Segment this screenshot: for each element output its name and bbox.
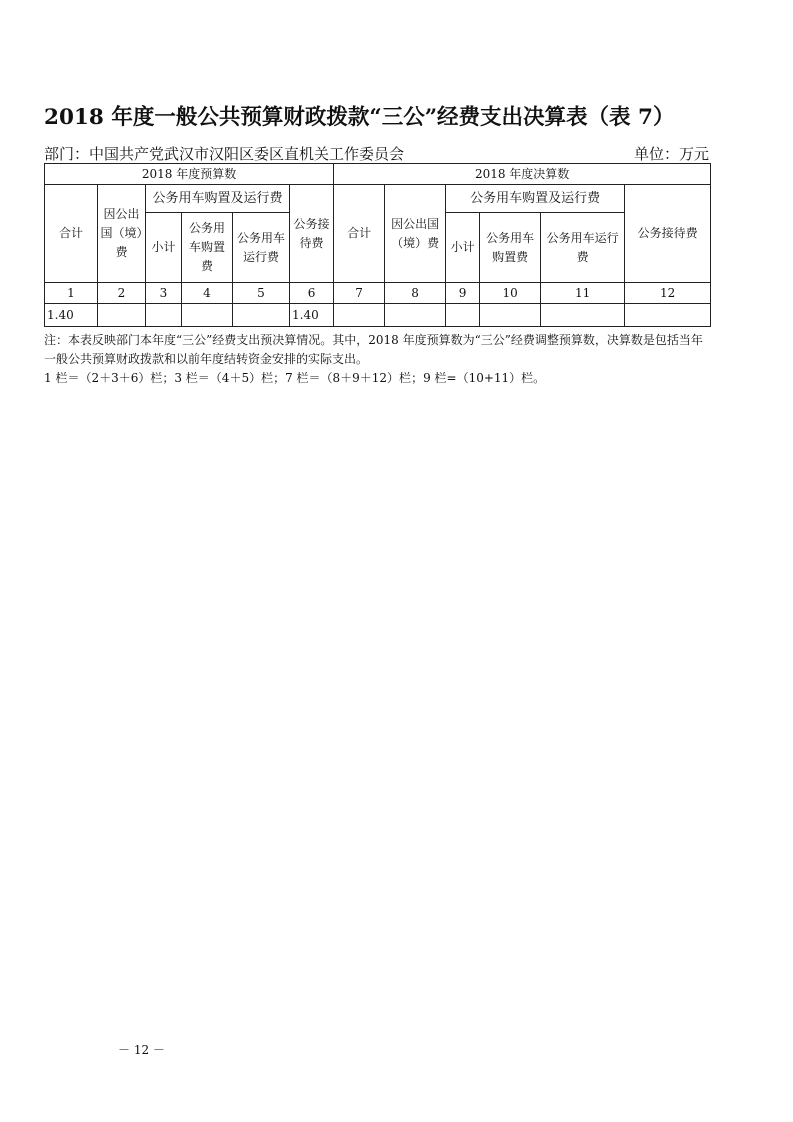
budget-reception-header: 公务接待费	[290, 185, 334, 283]
final-subtotal-header: 小计	[446, 213, 480, 283]
final-abroad-header: 因公出国（境）费	[385, 185, 446, 283]
unit-label: 单位：万元	[633, 145, 709, 163]
budget-abroad-header: 因公出国（境）费	[98, 185, 146, 283]
value-cell	[541, 304, 625, 327]
budget-subtotal-header: 小计	[146, 213, 182, 283]
final-vehicle-purchase-header: 公务用车购置费	[480, 213, 541, 283]
column-number: 6	[290, 283, 334, 304]
value-cell	[146, 304, 182, 327]
column-number: 10	[480, 283, 541, 304]
column-number: 8	[385, 283, 446, 304]
value-cell	[480, 304, 541, 327]
final-reception-header: 公务接待费	[625, 185, 711, 283]
budget-vehicle-purchase-header: 公务用车购置费	[182, 213, 233, 283]
note-column-formula: 1 栏＝（2＋3＋6）栏；3 栏＝（4＋5）栏；7 栏＝（8＋9＋12）栏；9 栏=（10+11）栏。	[44, 371, 546, 385]
page-number: － 12 －	[118, 1043, 165, 1057]
table-notes	[44, 331, 712, 388]
column-number: 7	[334, 283, 385, 304]
value-cell	[446, 304, 480, 327]
three-public-expense-table	[44, 163, 711, 327]
value-cell: 1.40	[45, 304, 98, 327]
department-line	[44, 143, 709, 164]
budget-group-header: 2018 年度预算数	[45, 164, 334, 185]
department-name: 部门：中国共产党武汉市汉阳区委区直机关工作委员会	[44, 145, 405, 163]
final-total-header: 合计	[334, 185, 385, 283]
budget-vehicle-operation-header: 公务用车运行费	[233, 213, 290, 283]
column-number: 1	[45, 283, 98, 304]
value-cell	[625, 304, 711, 327]
column-number: 4	[182, 283, 233, 304]
value-cell	[182, 304, 233, 327]
column-number: 2	[98, 283, 146, 304]
final-vehicle-group-header: 公务用车购置及运行费	[446, 185, 625, 213]
value-cell: 1.40	[290, 304, 334, 327]
page-title: 2018 年度一般公共预算财政拨款“三公”经费支出决算表（表 7）	[44, 105, 675, 130]
budget-vehicle-group-header: 公务用车购置及运行费	[146, 185, 290, 213]
final-vehicle-operation-header: 公务用车运行费	[541, 213, 625, 283]
column-number: 12	[625, 283, 711, 304]
value-cell	[385, 304, 446, 327]
value-cell	[233, 304, 290, 327]
budget-total-header: 合计	[45, 185, 98, 283]
column-number: 3	[146, 283, 182, 304]
value-cell	[98, 304, 146, 327]
column-number: 5	[233, 283, 290, 304]
note-explanation: 注：本表反映部门本年度“三公”经费支出预决算情况。其中，2018 年度预算数为“三公”经费调整预算数，决算数是包括当年一般公共预算财政拨款和以前年度结转资金安排的实际支出。	[44, 333, 703, 366]
value-cell	[334, 304, 385, 327]
final-group-header: 2018 年度决算数	[334, 164, 711, 185]
column-number: 11	[541, 283, 625, 304]
column-number: 9	[446, 283, 480, 304]
